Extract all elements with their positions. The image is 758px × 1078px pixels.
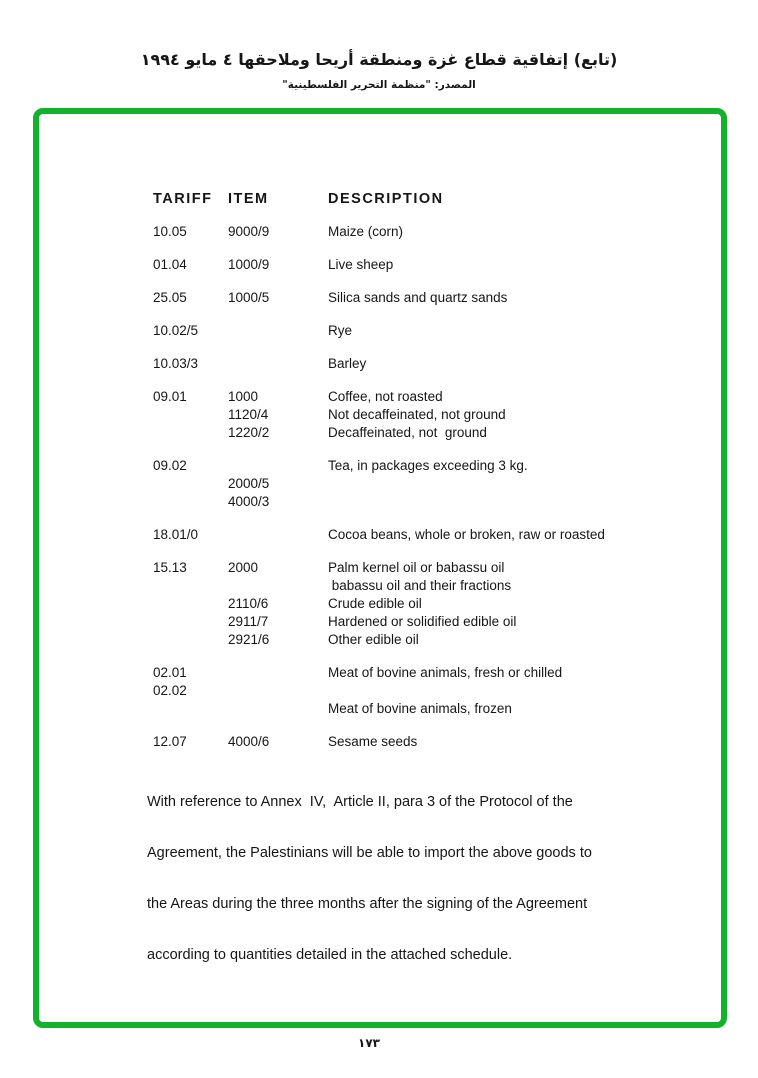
table-row: [153, 322, 631, 340]
cell-tariff: [153, 631, 228, 649]
cell-desc: Barley: [328, 356, 367, 371]
cell-item: 4000/6: [228, 734, 270, 749]
cell-item: 2000/5: [228, 476, 270, 491]
table-row: [153, 595, 631, 613]
cell-tariff: 10.03/3: [153, 356, 199, 371]
cell-desc: [328, 475, 631, 493]
header-tariff: TARIFF: [153, 191, 213, 207]
cell-item: 2000: [228, 560, 259, 575]
table-group: [153, 289, 631, 307]
table-row: [153, 355, 631, 373]
table-row: [153, 388, 631, 406]
table-row: [153, 526, 631, 544]
table-row: [153, 289, 631, 307]
cell-item: [228, 682, 328, 700]
paragraph-line: the Areas during the three months after the signing of the Agreement: [147, 896, 588, 912]
table-row: [153, 631, 631, 649]
paragraph-line: according to quantities detailed in the attached schedule.: [147, 947, 513, 963]
cell-item: [228, 355, 328, 373]
table-group: [153, 388, 631, 442]
cell-item: [228, 577, 328, 595]
table-group: [153, 526, 631, 544]
table-group: [153, 457, 631, 511]
cell-desc: [328, 682, 631, 700]
cell-desc: Not decaffeinated, not ground: [328, 407, 506, 422]
header-description: DESCRIPTION: [328, 191, 444, 207]
table-row: [153, 424, 631, 442]
cell-tariff: 01.04: [153, 257, 187, 272]
table-group: [153, 256, 631, 274]
cell-item: 1120/4: [228, 407, 269, 422]
cell-tariff: 10.02/5: [153, 323, 199, 338]
cell-tariff: [153, 424, 228, 442]
cell-desc: Silica sands and quartz sands: [328, 290, 508, 305]
table-row: [153, 493, 631, 511]
table-row: [153, 256, 631, 274]
table-row: [153, 559, 631, 577]
tariff-table: [153, 190, 631, 751]
cell-item: 2911/7: [228, 614, 269, 629]
cell-tariff: 18.01/0: [153, 527, 199, 542]
cell-desc: Meat of bovine animals, frozen: [328, 701, 512, 716]
cell-desc: Meat of bovine animals, fresh or chilled: [328, 665, 563, 680]
cell-desc: Rye: [328, 323, 353, 338]
table-row: [153, 664, 631, 682]
document-source-arabic: المصدر: "منظمة التحرير الفلسطينية": [282, 79, 476, 91]
cell-tariff: [153, 595, 228, 613]
header-item: ITEM: [228, 191, 269, 207]
cell-item: 2921/6: [228, 632, 270, 647]
cell-item: 9000/9: [228, 224, 270, 239]
cell-item: [228, 457, 328, 475]
cell-item: [228, 700, 328, 718]
cell-tariff: 25.05: [153, 290, 187, 305]
cell-desc: Hardened or solidified edible oil: [328, 614, 517, 629]
table-row: [153, 457, 631, 475]
cell-tariff: [153, 700, 228, 718]
cell-item: 1000: [228, 389, 259, 404]
table-group: [153, 322, 631, 340]
cell-desc: Tea, in packages exceeding 3 kg.: [328, 458, 528, 473]
cell-desc: [328, 493, 631, 511]
cell-item: 1000/9: [228, 257, 270, 272]
cell-item: [228, 664, 328, 682]
cell-item: 1000/5: [228, 290, 270, 305]
cell-item: 1220/2: [228, 425, 270, 440]
tariff-table-body: [153, 223, 631, 751]
cell-tariff: 09.01: [153, 389, 187, 404]
cell-tariff: 02.01: [153, 665, 187, 680]
table-group: [153, 664, 631, 718]
cell-item: 2110/6: [228, 596, 269, 611]
table-row: [153, 733, 631, 751]
cell-desc: Cocoa beans, whole or broken, raw or roasted: [328, 527, 605, 542]
closing-paragraph: [147, 760, 647, 998]
table-row: [153, 577, 631, 595]
cell-desc: Maize (corn): [328, 224, 404, 239]
cell-tariff: 12.07: [153, 734, 187, 749]
table-group: [153, 559, 631, 649]
cell-desc: Live sheep: [328, 257, 394, 272]
table-row: [153, 700, 631, 718]
cell-tariff: 02.02: [153, 683, 187, 698]
cell-item: [228, 526, 328, 544]
table-row: [153, 682, 631, 700]
table-row: [153, 613, 631, 631]
cell-desc: Decaffeinated, not ground: [328, 425, 487, 440]
cell-tariff: [153, 493, 228, 511]
cell-tariff: 15.13: [153, 560, 187, 575]
cell-tariff: [153, 613, 228, 631]
table-row: [153, 475, 631, 493]
document-title-arabic: (تابع) إتفاقية قطاع غزة ومنطقة أريحا وملاحقها ٤ مايو ١٩٩٤: [140, 50, 618, 69]
page-number: ١٧٣: [358, 1036, 380, 1050]
cell-desc: Other edible oil: [328, 632, 419, 647]
cell-desc: Sesame seeds: [328, 734, 418, 749]
cell-desc: Coffee, not roasted: [328, 389, 443, 404]
cell-desc: Crude edible oil: [328, 596, 422, 611]
paragraph-line: Agreement, the Palestinians will be able to import the above goods to: [147, 845, 592, 861]
table-row: [153, 406, 631, 424]
paragraph-line: With reference to Annex IV, Article II, para 3 of the Protocol of the: [147, 794, 573, 810]
cell-item: 4000/3: [228, 494, 270, 509]
cell-tariff: [153, 406, 228, 424]
table-header-row: [153, 190, 631, 208]
cell-desc: Palm kernel oil or babassu oil: [328, 560, 505, 575]
cell-tariff: 09.02: [153, 458, 187, 473]
table-group: [153, 355, 631, 373]
cell-tariff: [153, 577, 228, 595]
table-group: [153, 223, 631, 241]
cell-tariff: 10.05: [153, 224, 187, 239]
cell-desc: babassu oil and their fractions: [328, 578, 512, 593]
cell-item: [228, 322, 328, 340]
cell-tariff: [153, 475, 228, 493]
table-group: [153, 733, 631, 751]
table-row: [153, 223, 631, 241]
